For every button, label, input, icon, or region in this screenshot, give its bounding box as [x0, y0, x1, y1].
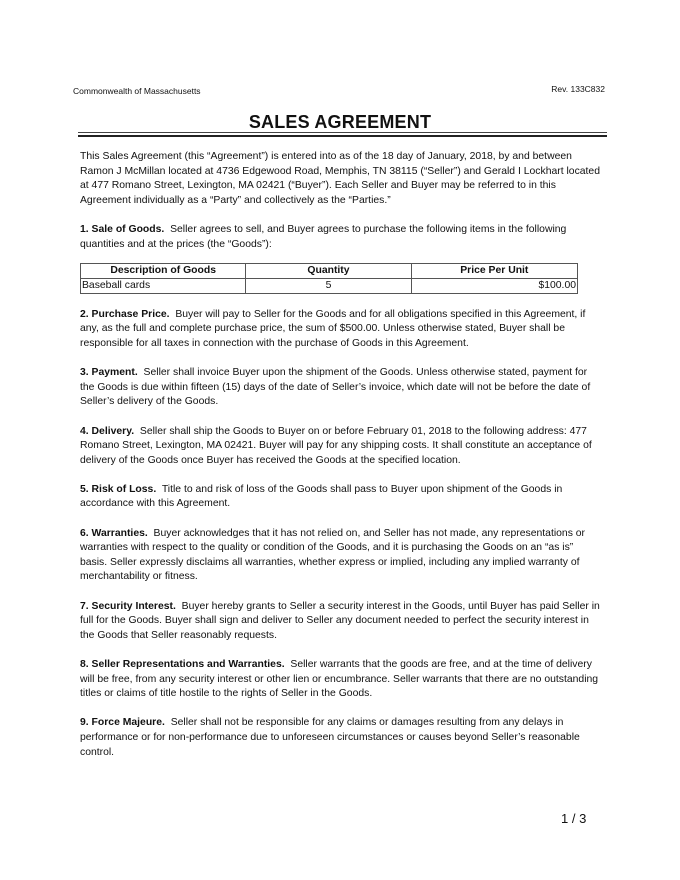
- table-header-row: [81, 263, 578, 278]
- intro-paragraph: This Sales Agreement (this “Agreement”) is entered into as of the 18 day of January, 2018, by and between Ramon J McMillan located at 4736 Edgewood Road, Memphis, TN 38115 (“Seller”) and Gerald I Lockhart located at 477 Romano Street, Lexington, MA 02421 (“Buyer”). Each Seller and Buyer may be referred to in this Agreement individually as a “Party” and collectively as the “Parties.”: [80, 151, 600, 206]
- column-header: Description of Goods: [81, 263, 246, 278]
- section-5: 5. Risk of Loss. Title to and risk of loss of the Goods shall pass to Buyer upon shipment of the Goods in accordance with this Agreement.: [80, 483, 563, 510]
- section-9: 9. Force Majeure. Seller shall not be responsible for any claims or damages resulting from any delays in performance or for non-performance due to unforeseen circumstances or causes beyond Seller’s reasonable control.: [80, 717, 580, 758]
- document-body: [80, 150, 602, 775]
- section-heading: 8. Seller Representations and Warranties.: [80, 659, 285, 670]
- section-heading: 2. Purchase Price.: [80, 308, 170, 320]
- document-title: SALES AGREEMENT: [248, 112, 432, 132]
- column-header: Quantity: [246, 263, 411, 278]
- goods-description: Baseball cards: [81, 278, 246, 293]
- table-row: [81, 278, 578, 293]
- section-heading: 9. Force Majeure.: [80, 717, 165, 729]
- section-heading: 3. Payment.: [80, 367, 138, 379]
- section-heading: 7. Security Interest.: [80, 600, 176, 612]
- header-revision: Rev. 133C832: [551, 84, 605, 94]
- section-heading: 6. Warranties.: [80, 527, 148, 539]
- section-7: 7. Security Interest. Buyer hereby grants to Seller a security interest in the Goods, until Buyer has paid Seller in full for the Goods. Buyer shall sign and deliver to Seller any document needed to perfect the security interest in the Goods that Seller reasonably requests.: [80, 600, 600, 641]
- section-4: 4. Delivery. Seller shall ship the Goods to Buyer on or before February 01, 2018 to the following address: 477 Romano Street, Lexington, MA 02421. Buyer will pay for any shipping costs. It shall constitute an acceptance of delivery of the Goods once Buyer has received the Goods at the specified location.: [80, 425, 592, 466]
- section-heading: 5. Risk of Loss.: [80, 483, 157, 495]
- title-double-rule: [78, 132, 607, 138]
- goods-quantity: 5: [246, 278, 411, 293]
- section-8: 8. Seller Representations and Warranties. Seller warrants that the goods are free, and at the time of delivery will be free, from any security interest or other lien or encumbrance. Seller warrants that there are no outstanding titles or claims of title hostile to the rights of Seller in the Goods.: [80, 659, 599, 700]
- section-6: 6. Warranties. Buyer acknowledges that it has not relied on, and Seller has not made, any representations or warranties with respect to the quality or condition of the Goods, and it is purchasing the Goods on an “as is” basis. Seller expressly disclaims all warranties, whether express or implied, including any implied warranty of merchantability or fitness.: [80, 527, 586, 583]
- header-jurisdiction: Commonwealth of Massachusetts: [73, 86, 201, 96]
- section-2: 2. Purchase Price. Buyer will pay to Seller for the Goods and for all obligations specified in this Agreement, if any, as the full and complete purchase price, the sum of $500.00. Unless otherwise stated, Buyer shall be responsible for all taxes in connection with the purchase of Goods in this Agreement.: [80, 308, 586, 349]
- section-3: 3. Payment. Seller shall invoice Buyer upon the shipment of the Goods. Unless otherwise stated, payment for the Goods is due within fifteen (15) days of the date of Seller’s invoice, which date will not be before the date of Seller’s delivery of the Goods.: [80, 367, 591, 408]
- section-1: 1. Sale of Goods. Seller agrees to sell, and Buyer agrees to purchase the following items in the following quantities and at the prices (the “Goods”):: [80, 223, 567, 250]
- page-indicator: 1 / 3: [561, 811, 587, 826]
- goods-table: [80, 263, 578, 294]
- section-heading: 4. Delivery.: [80, 425, 135, 437]
- section-heading: 1. Sale of Goods.: [80, 223, 165, 235]
- column-header: Price Per Unit: [411, 263, 577, 278]
- goods-unit-price: $100.00: [411, 278, 577, 293]
